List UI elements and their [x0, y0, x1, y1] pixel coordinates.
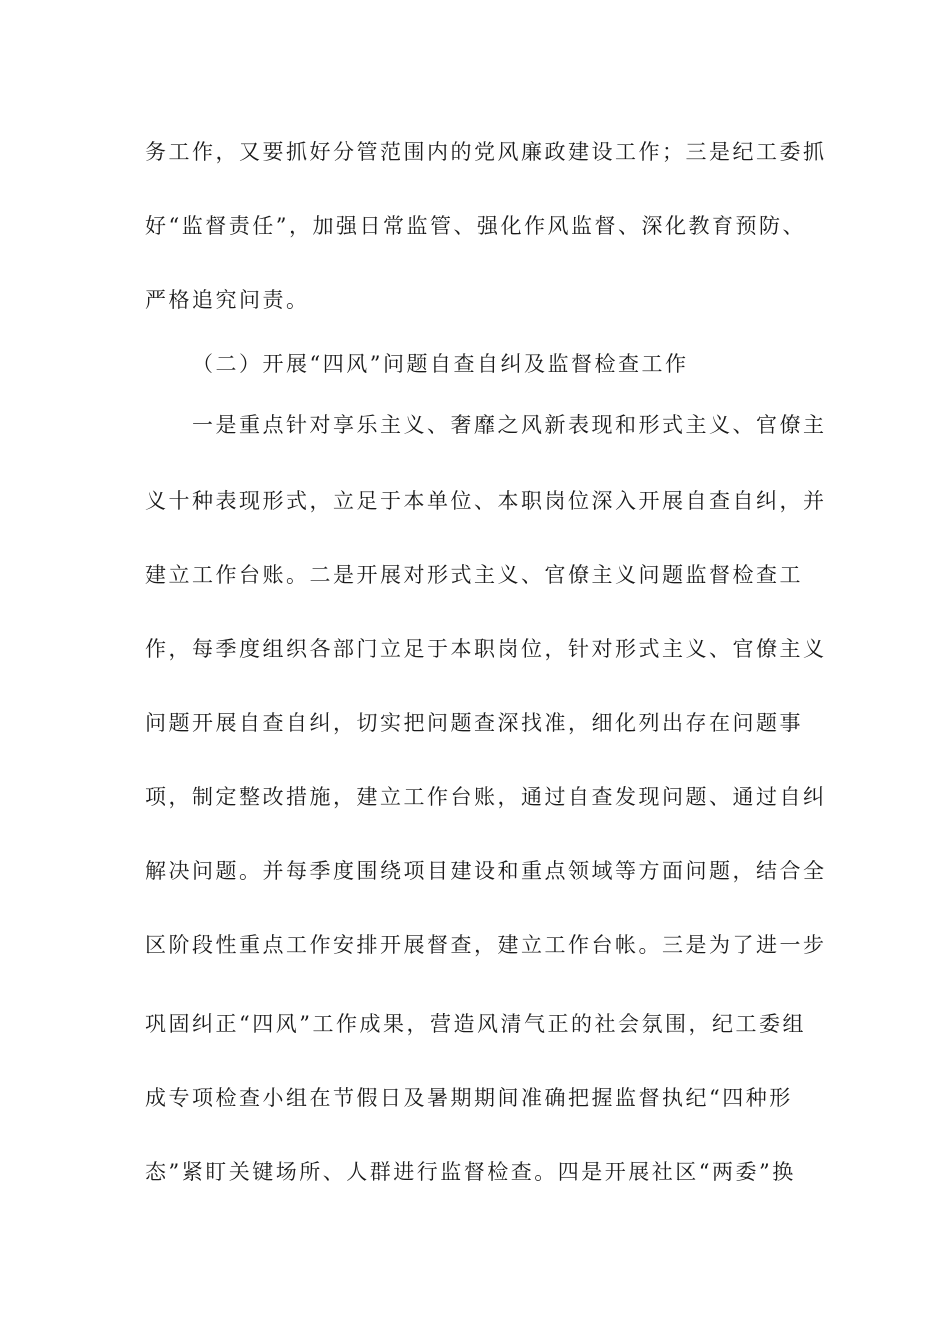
paragraph-line: 一是重点针对享乐主义、奢靡之风新表现和形式主义、官僚主 — [192, 413, 827, 437]
paragraph-line: 区阶段性重点工作安排开展督查，建立工作台帐。三是为了进一步 — [145, 933, 827, 957]
paragraph-line: 态”紧盯关键场所、人群进行监督检查。四是开展社区“两委”换 — [145, 1160, 796, 1184]
paragraph-line: 成专项检查小组在节假日及暑期期间准确把握监督执纪“四种形 — [145, 1086, 793, 1110]
paragraph-line: 问题开展自查自纠，切实把问题查深找准，细化列出存在问题事 — [145, 711, 803, 735]
paragraph-line: 项，制定整改措施，建立工作台账，通过自查发现问题、通过自纠 — [145, 785, 827, 809]
paragraph-line: 解决问题。并每季度围绕项目建设和重点领域等方面问题，结合全 — [145, 859, 827, 883]
paragraph-line: 作，每季度组织各部门立足于本职岗位，针对形式主义、官僚主义 — [145, 637, 827, 661]
paragraph-line: 好“监督责任”，加强日常监管、强化作风监督、深化教育预防、 — [145, 214, 806, 238]
paragraph-line: 义十种表现形式，立足于本单位、本职岗位深入开展自查自纠，并 — [145, 489, 827, 513]
section-heading: （二）开展“四风”问题自查自纠及监督检查工作 — [192, 352, 689, 376]
paragraph-line: 严格追究问责。 — [145, 288, 310, 312]
paragraph-line: 务工作，又要抓好分管范围内的党风廉政建设工作；三是纪工委抓 — [145, 140, 827, 164]
paragraph-line: 建立工作台账。二是开展对形式主义、官僚主义问题监督检查工 — [145, 563, 803, 587]
paragraph-line: 巩固纠正“四风”工作成果，营造风清气正的社会氛围，纪工委组 — [145, 1012, 806, 1036]
